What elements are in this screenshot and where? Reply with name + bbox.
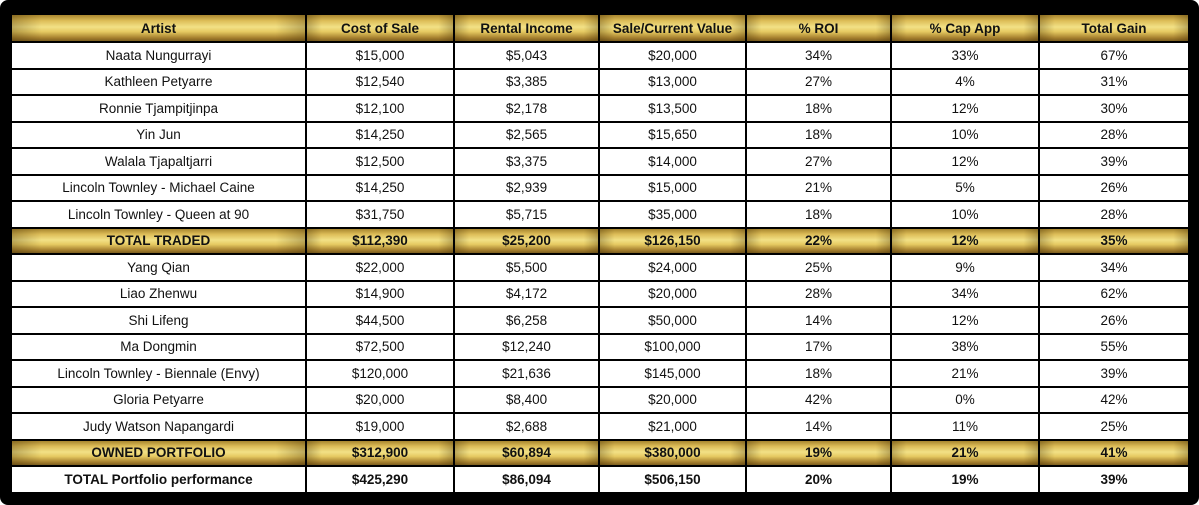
value-cell: 9%: [891, 254, 1039, 281]
value-cell: 42%: [1039, 387, 1189, 414]
value-cell: 26%: [1039, 307, 1189, 334]
value-cell: 14%: [746, 307, 891, 334]
value-cell: $22,000: [306, 254, 454, 281]
table-row: [11, 254, 1189, 281]
value-cell: $60,894: [454, 440, 599, 467]
value-cell: 25%: [746, 254, 891, 281]
value-cell: 30%: [1039, 95, 1189, 122]
value-cell: 10%: [891, 201, 1039, 228]
column-header-total-gain: Total Gain: [1039, 14, 1189, 42]
value-cell: 38%: [891, 334, 1039, 361]
value-cell: $6,258: [454, 307, 599, 334]
value-cell: $12,100: [306, 95, 454, 122]
value-cell: 4%: [891, 69, 1039, 96]
value-cell: 42%: [746, 387, 891, 414]
value-cell: $13,500: [599, 95, 746, 122]
artist-cell: Judy Watson Napangardi: [11, 413, 306, 440]
value-cell: $5,715: [454, 201, 599, 228]
total-row: [11, 440, 1189, 467]
artist-cell: TOTAL Portfolio performance: [11, 466, 306, 493]
value-cell: $4,172: [454, 281, 599, 308]
artist-cell: Lincoln Townley - Biennale (Envy): [11, 360, 306, 387]
column-header-artist: Artist: [11, 14, 306, 42]
column-header-sale-current-value: Sale/Current Value: [599, 14, 746, 42]
value-cell: $50,000: [599, 307, 746, 334]
artist-cell: Lincoln Townley - Queen at 90: [11, 201, 306, 228]
artist-cell: Yang Qian: [11, 254, 306, 281]
value-cell: 62%: [1039, 281, 1189, 308]
artist-cell: Lincoln Townley - Michael Caine: [11, 175, 306, 202]
value-cell: 28%: [1039, 122, 1189, 149]
table-header: [11, 14, 1189, 42]
value-cell: 5%: [891, 175, 1039, 202]
value-cell: $100,000: [599, 334, 746, 361]
value-cell: 27%: [746, 148, 891, 175]
value-cell: $86,094: [454, 466, 599, 493]
value-cell: $24,000: [599, 254, 746, 281]
table-row: [11, 387, 1189, 414]
artist-cell: Ronnie Tjampitjinpa: [11, 95, 306, 122]
value-cell: 17%: [746, 334, 891, 361]
portfolio-performance-table: [10, 13, 1190, 494]
column-header-cost-of-sale: Cost of Sale: [306, 14, 454, 42]
value-cell: $20,000: [599, 387, 746, 414]
value-cell: $20,000: [599, 42, 746, 69]
artist-cell: Kathleen Petyarre: [11, 69, 306, 96]
value-cell: 34%: [746, 42, 891, 69]
table-row: [11, 122, 1189, 149]
value-cell: $112,390: [306, 228, 454, 255]
value-cell: 35%: [1039, 228, 1189, 255]
value-cell: $21,000: [599, 413, 746, 440]
value-cell: $506,150: [599, 466, 746, 493]
value-cell: 34%: [1039, 254, 1189, 281]
column-header-cap-app: % Cap App: [891, 14, 1039, 42]
value-cell: 12%: [891, 148, 1039, 175]
value-cell: $12,540: [306, 69, 454, 96]
table-body: [11, 42, 1189, 493]
value-cell: $12,500: [306, 148, 454, 175]
value-cell: 12%: [891, 228, 1039, 255]
table-row: [11, 95, 1189, 122]
artist-cell: Ma Dongmin: [11, 334, 306, 361]
value-cell: 39%: [1039, 360, 1189, 387]
value-cell: $14,250: [306, 175, 454, 202]
value-cell: 20%: [746, 466, 891, 493]
value-cell: 67%: [1039, 42, 1189, 69]
value-cell: $19,000: [306, 413, 454, 440]
value-cell: $12,240: [454, 334, 599, 361]
artist-cell: Walala Tjapaltjarri: [11, 148, 306, 175]
table-row: [11, 175, 1189, 202]
value-cell: $3,385: [454, 69, 599, 96]
value-cell: $14,000: [599, 148, 746, 175]
value-cell: 14%: [746, 413, 891, 440]
table-row: [11, 360, 1189, 387]
table-row: [11, 334, 1189, 361]
value-cell: $2,178: [454, 95, 599, 122]
value-cell: 26%: [1039, 175, 1189, 202]
value-cell: 33%: [891, 42, 1039, 69]
value-cell: 39%: [1039, 466, 1189, 493]
value-cell: $14,250: [306, 122, 454, 149]
artist-cell: Yin Jun: [11, 122, 306, 149]
value-cell: 12%: [891, 307, 1039, 334]
value-cell: 0%: [891, 387, 1039, 414]
value-cell: 21%: [746, 175, 891, 202]
value-cell: 28%: [1039, 201, 1189, 228]
value-cell: 55%: [1039, 334, 1189, 361]
value-cell: $44,500: [306, 307, 454, 334]
value-cell: $25,200: [454, 228, 599, 255]
value-cell: $3,375: [454, 148, 599, 175]
value-cell: $20,000: [306, 387, 454, 414]
grand-total-row: [11, 466, 1189, 493]
value-cell: 25%: [1039, 413, 1189, 440]
value-cell: $2,688: [454, 413, 599, 440]
table-row: [11, 281, 1189, 308]
value-cell: $2,939: [454, 175, 599, 202]
value-cell: 11%: [891, 413, 1039, 440]
value-cell: $15,000: [599, 175, 746, 202]
table-row: [11, 201, 1189, 228]
header-row: [11, 14, 1189, 42]
artist-cell: OWNED PORTFOLIO: [11, 440, 306, 467]
value-cell: 19%: [746, 440, 891, 467]
value-cell: 39%: [1039, 148, 1189, 175]
value-cell: 18%: [746, 122, 891, 149]
artist-cell: Naata Nungurrayi: [11, 42, 306, 69]
column-header-rental-income: Rental Income: [454, 14, 599, 42]
value-cell: $31,750: [306, 201, 454, 228]
table-row: [11, 413, 1189, 440]
value-cell: 22%: [746, 228, 891, 255]
column-header-roi: % ROI: [746, 14, 891, 42]
table-row: [11, 42, 1189, 69]
value-cell: $14,900: [306, 281, 454, 308]
value-cell: 18%: [746, 95, 891, 122]
value-cell: $312,900: [306, 440, 454, 467]
value-cell: $5,043: [454, 42, 599, 69]
artist-cell: Liao Zhenwu: [11, 281, 306, 308]
artist-cell: TOTAL TRADED: [11, 228, 306, 255]
value-cell: 19%: [891, 466, 1039, 493]
artist-cell: Shi Lifeng: [11, 307, 306, 334]
value-cell: 18%: [746, 360, 891, 387]
value-cell: 28%: [746, 281, 891, 308]
value-cell: 27%: [746, 69, 891, 96]
table-row: [11, 307, 1189, 334]
value-cell: $15,650: [599, 122, 746, 149]
value-cell: $8,400: [454, 387, 599, 414]
table-row: [11, 69, 1189, 96]
value-cell: $21,636: [454, 360, 599, 387]
value-cell: $126,150: [599, 228, 746, 255]
value-cell: $15,000: [306, 42, 454, 69]
value-cell: $2,565: [454, 122, 599, 149]
table-row: [11, 148, 1189, 175]
value-cell: 18%: [746, 201, 891, 228]
value-cell: 10%: [891, 122, 1039, 149]
value-cell: 21%: [891, 440, 1039, 467]
value-cell: $5,500: [454, 254, 599, 281]
value-cell: $120,000: [306, 360, 454, 387]
value-cell: $145,000: [599, 360, 746, 387]
value-cell: $72,500: [306, 334, 454, 361]
value-cell: $35,000: [599, 201, 746, 228]
value-cell: 12%: [891, 95, 1039, 122]
value-cell: $425,290: [306, 466, 454, 493]
value-cell: $20,000: [599, 281, 746, 308]
value-cell: 34%: [891, 281, 1039, 308]
value-cell: $380,000: [599, 440, 746, 467]
value-cell: 21%: [891, 360, 1039, 387]
value-cell: 41%: [1039, 440, 1189, 467]
total-row: [11, 228, 1189, 255]
value-cell: 31%: [1039, 69, 1189, 96]
artist-cell: Gloria Petyarre: [11, 387, 306, 414]
value-cell: $13,000: [599, 69, 746, 96]
